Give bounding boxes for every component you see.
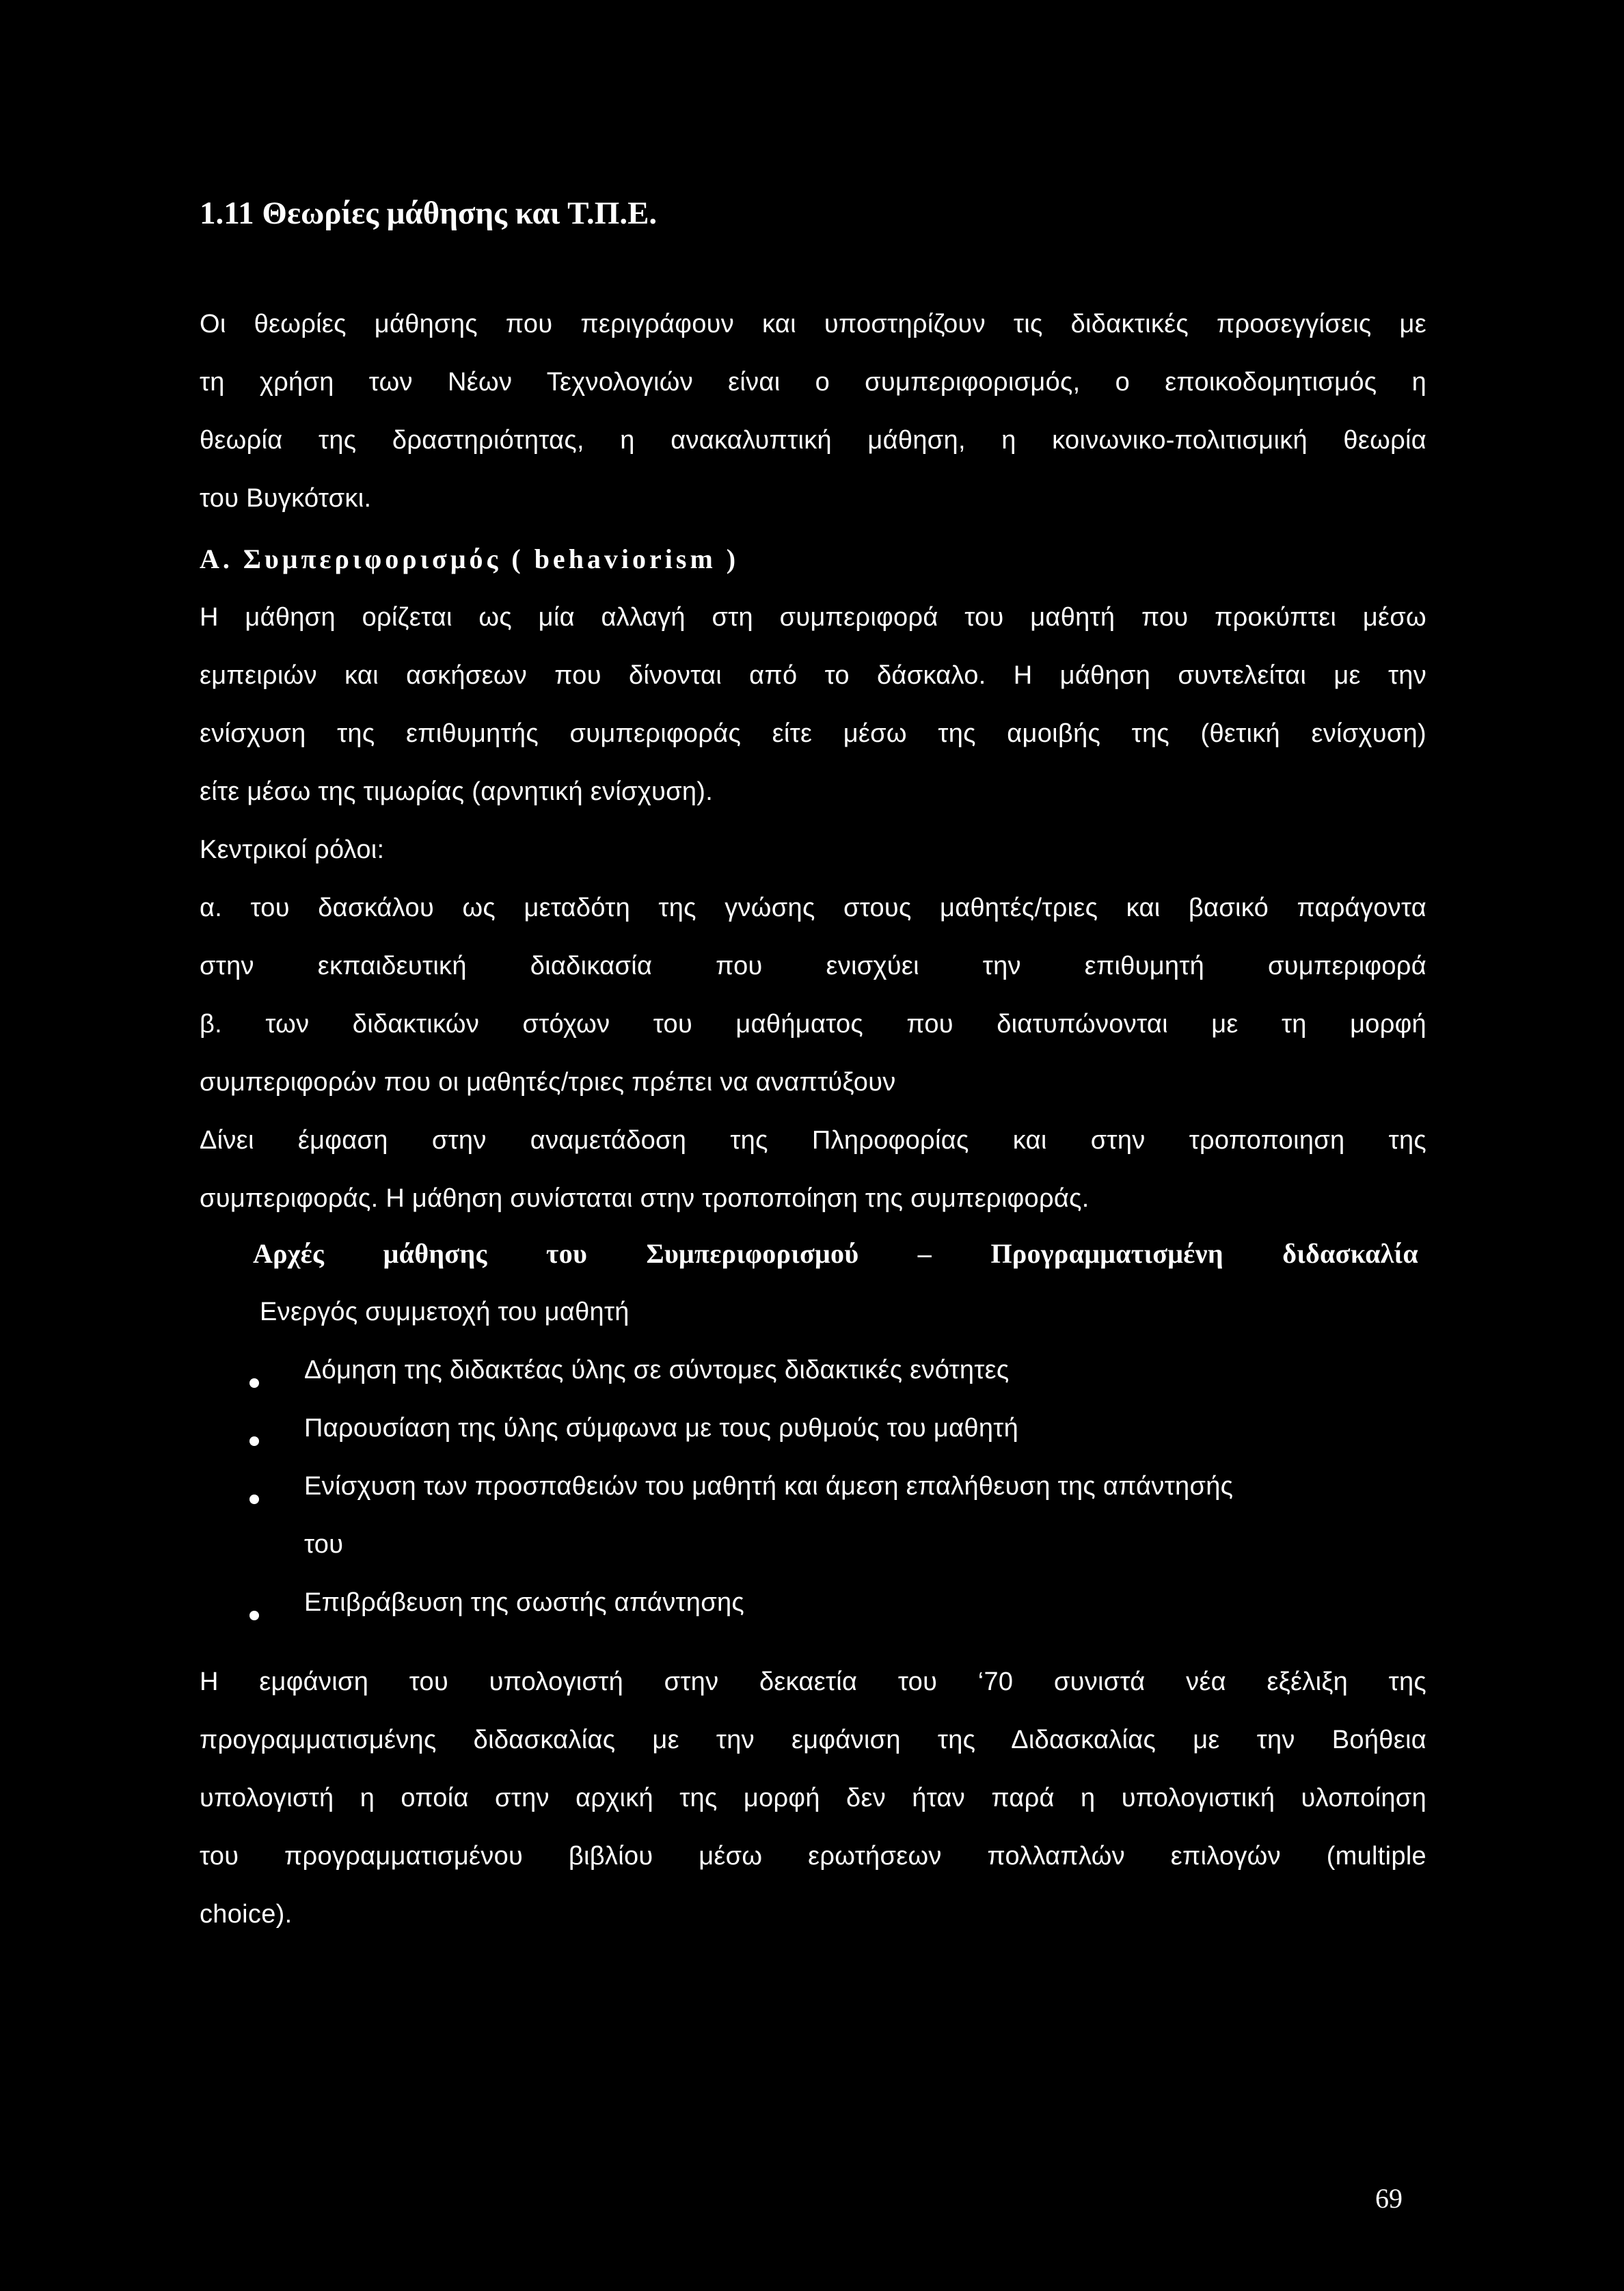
- intro-line: του Βυγκότσκι.: [200, 484, 372, 513]
- bullet-dot: [249, 1378, 259, 1388]
- roles-line: στην εκπαιδευτική διαδικασία που ενισχύει την επιθυμητή συμπεριφορά: [200, 952, 1426, 980]
- closing-line: του προγραμματισμένου βιβλίου μέσω ερωτήσεων πολλαπλών επιλογών (multiple: [200, 1842, 1426, 1871]
- roles-line: β. των διδακτικών στόχων του μαθήματος που διατυπώνονται με τη μορφή: [200, 1010, 1426, 1039]
- roles-line: α. του δασκάλου ως μεταδότη της γνώσης στους μαθητές/τριες και βασικό παράγοντα: [200, 894, 1426, 922]
- roles-line: συμπεριφορών που οι μαθητές/τριες πρέπει να αναπτύξουν: [200, 1068, 896, 1097]
- bullet-dot: [249, 1436, 259, 1446]
- closing-line: υπολογιστή η οποία στην αρχική της μορφή δεν ήταν παρά η υπολογιστική υλοποίηση: [200, 1784, 1426, 1812]
- intro-line: θεωρία της δραστηριότητας, η ανακαλυπτική μάθηση, η κοινωνικο-πολιτισμική θεωρία: [200, 426, 1426, 455]
- definition-line: εμπειριών και ασκήσεων που δίνονται από το δάσκαλο. Η μάθηση συντελείται με την: [200, 661, 1426, 690]
- closing-line: προγραμματισμένης διδασκαλίας με την εμφάνιση της Διδασκαλίας με την Βοήθεια: [200, 1726, 1426, 1754]
- bullet-item: Ενίσχυση των προσπαθειών του μαθητή και άμεση επαλήθευση της απάντησής: [304, 1472, 1234, 1501]
- bullet-item: Δόμηση της διδακτέας ύλης σε σύντομες διδακτικές ενότητες: [304, 1356, 1010, 1384]
- bullet-item: Επιβράβευση της σωστής απάντησης: [304, 1588, 745, 1617]
- principles-title: Αρχές μάθησης του Συμπεριφορισμού – Προγραμματισμένη διδασκαλία: [253, 1238, 1418, 1269]
- intro-line: Οι θεωρίες μάθησης που περιγράφουν και υποστηρίζουν τις διδακτικές προσεγγίσεις με: [200, 310, 1426, 338]
- active-participation: Ενεργός συμμετοχή του μαθητή: [260, 1298, 630, 1326]
- intro-line: τη χρήση των Νέων Τεχνολογιών είναι ο συμπεριφορισμός, ο εποικοδομητισμός η: [200, 368, 1426, 397]
- roles-label: Κεντρικοί ρόλοι:: [200, 835, 385, 864]
- closing-line: choice).: [200, 1900, 293, 1929]
- definition-line: είτε μέσω της τιμωρίας (αρνητική ενίσχυση).: [200, 777, 714, 806]
- bullet-item: Παρουσίαση της ύλης σύμφωνα με τους ρυθμούς του μαθητή: [304, 1414, 1019, 1443]
- emphasis-line: Δίνει έμφαση στην αναμετάδοση της Πληροφορίας και στην τροποποιηση της: [200, 1126, 1426, 1155]
- section-heading: 1.11 Θεωρίες μάθησης και Τ.Π.Ε.: [200, 196, 658, 231]
- definition-line: ενίσχυση της επιθυμητής συμπεριφοράς είτε μέσω της αμοιβής της (θετική ενίσχυση): [200, 719, 1426, 748]
- emphasis-line: συμπεριφοράς. Η μάθηση συνίσταται στην τροποποίηση της συμπεριφοράς.: [200, 1184, 1090, 1213]
- bullet-dot: [249, 1611, 259, 1620]
- definition-line: Η μάθηση ορίζεται ως μία αλλαγή στη συμπεριφορά του μαθητή που προκύπτει μέσω: [200, 603, 1426, 632]
- bullet-dot: [249, 1495, 259, 1504]
- bullet-item-continuation: του: [304, 1530, 344, 1559]
- closing-line: Η εμφάνιση του υπολογιστή στην δεκαετία του ‘70 συνιστά νέα εξέλιξη της: [200, 1667, 1426, 1696]
- page-number: 69: [1375, 2183, 1403, 2214]
- section-a-title: Α. Συμπεριφορισμός ( behaviorism ): [200, 544, 740, 574]
